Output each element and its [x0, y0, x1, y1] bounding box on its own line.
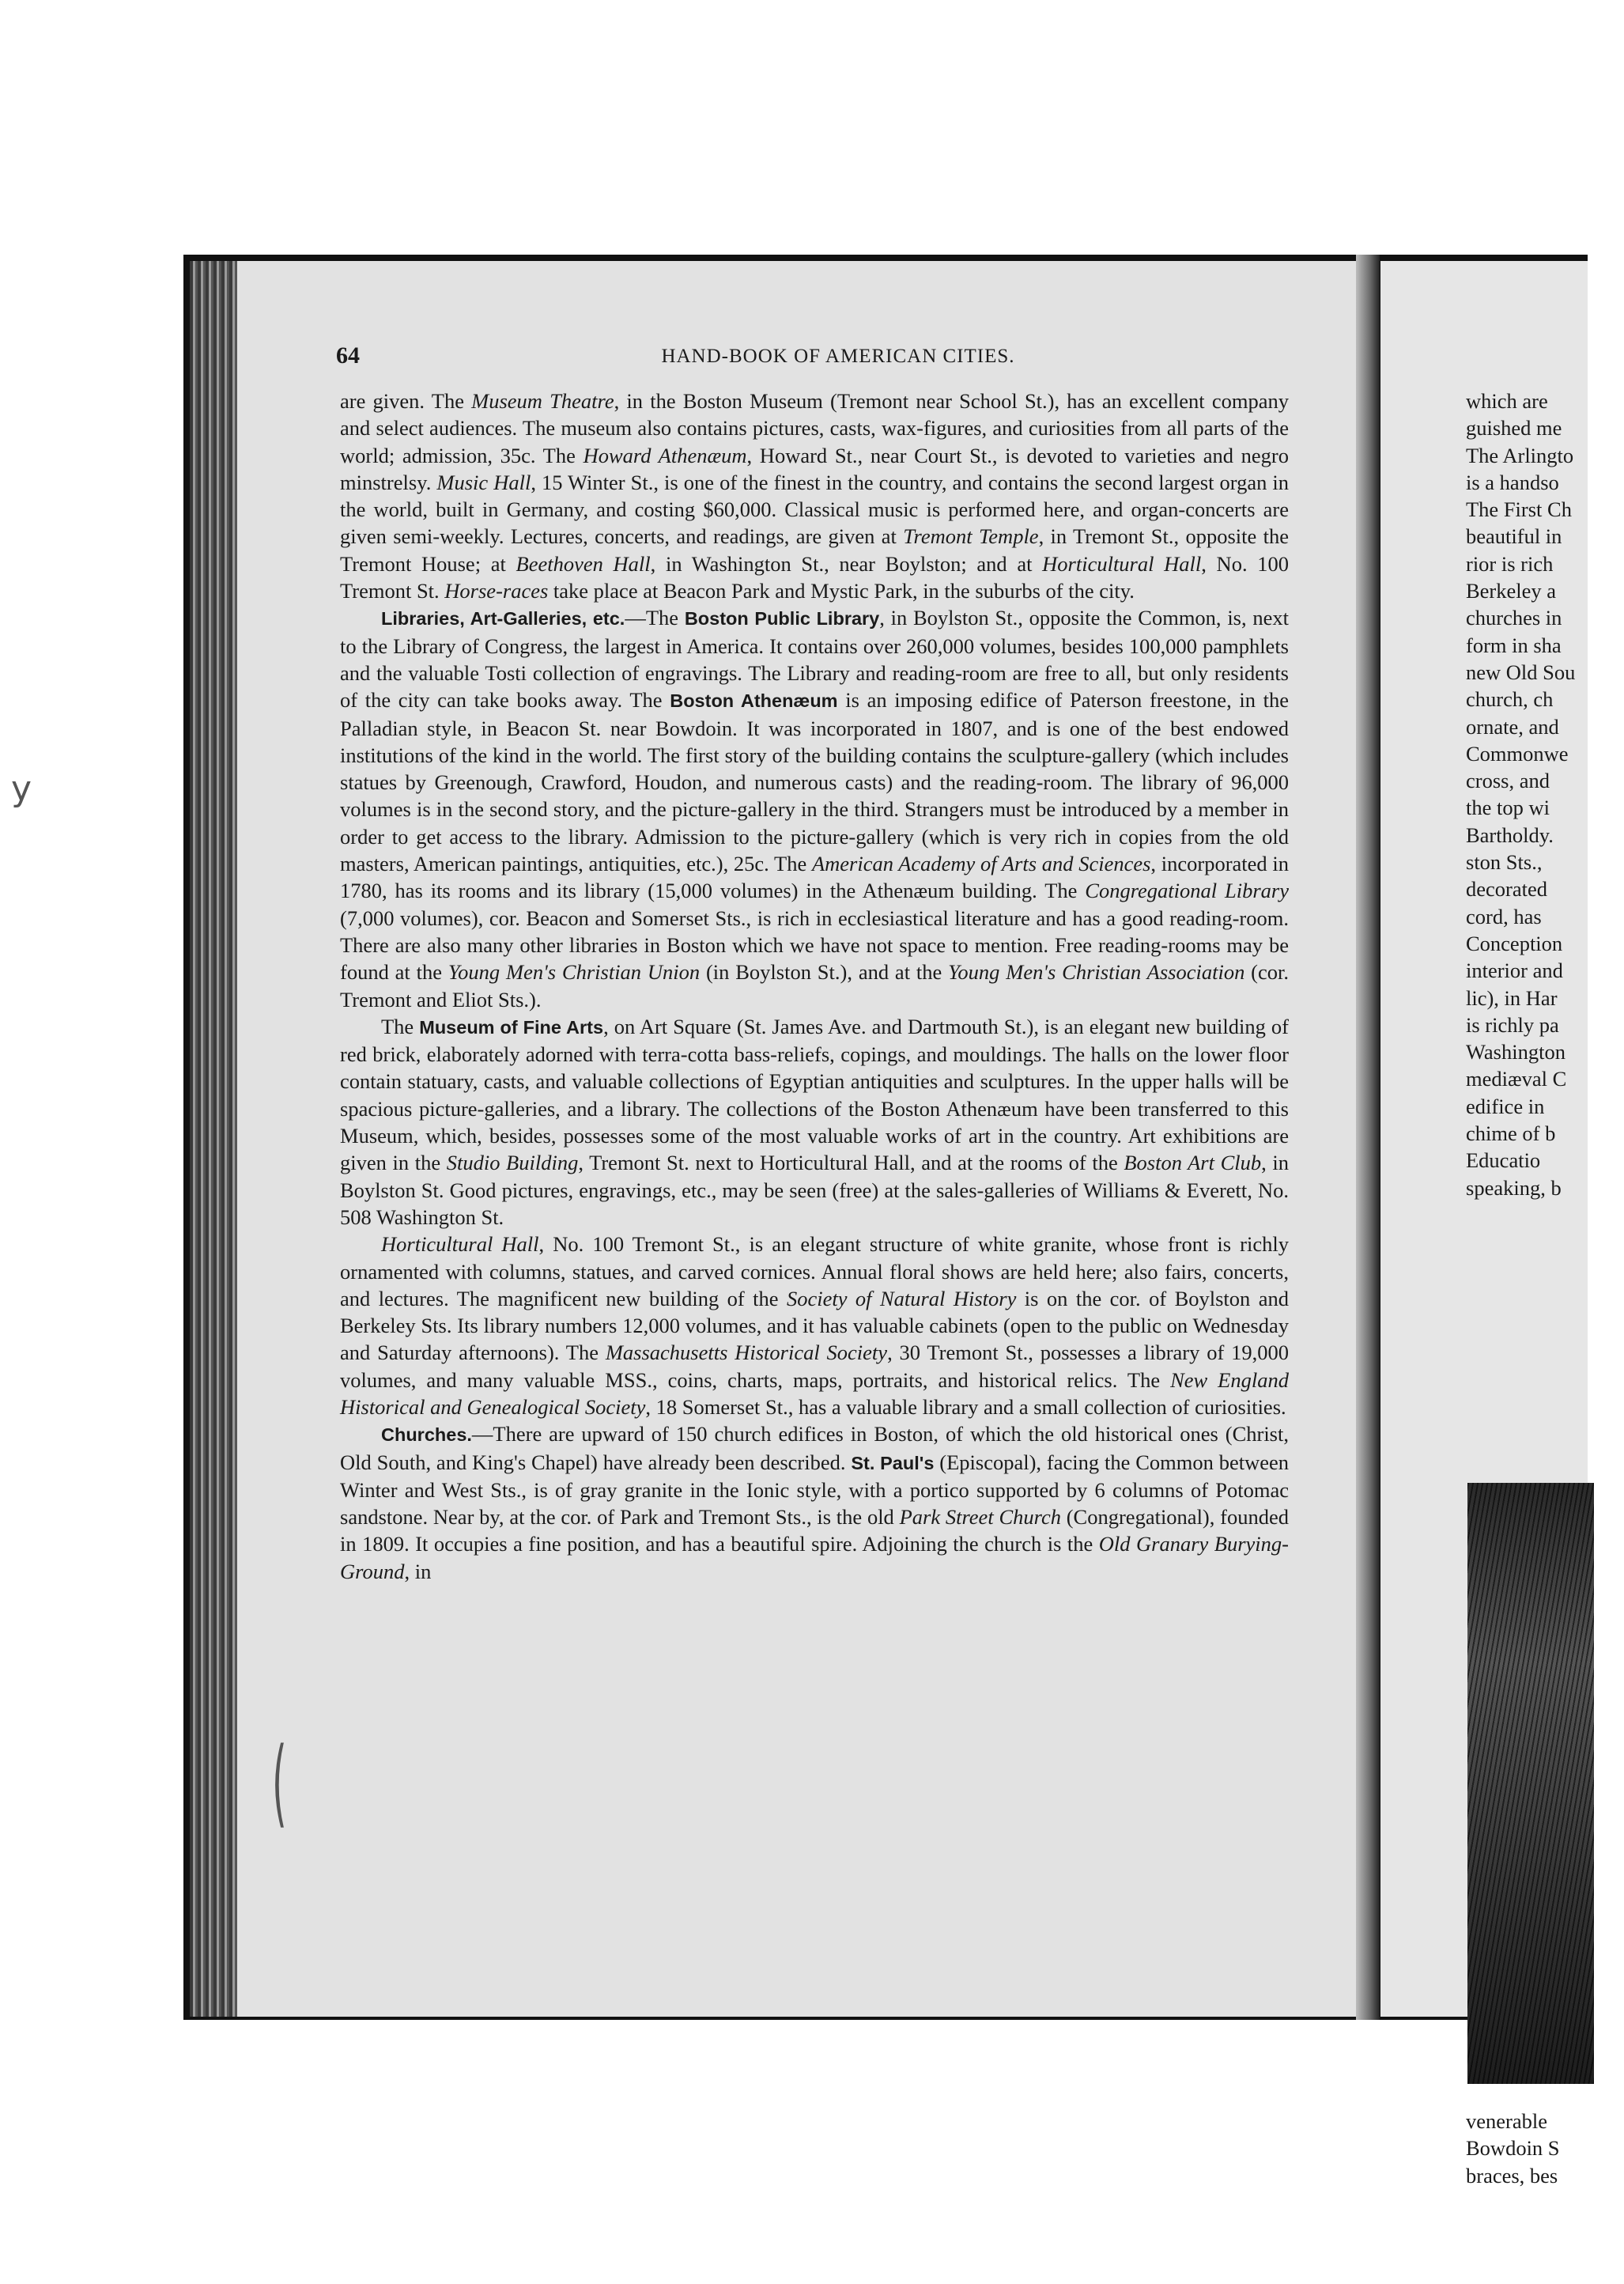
text-run: (Episcopal), facing the Common between Winter and West Sts., is of gray granite in the Ionic style, with a portico supported by 6 columns of Potomac sandstone. Near by, at the cor. of Park and Tremont Sts., is the old [340, 1450, 1289, 1530]
italic-name-text: Beethoven Hall [516, 551, 651, 576]
page-stack-edge [190, 261, 237, 2017]
text-run: , in Boylston St., opposite the Common, is, next to the Library of Congress, the largest in America. It contains over 260,000 volumes, besides 100,000 pamphlets and the valuable Tosti collection of engravings. The Library and reading-room are free to all, but only residents of the city can take books away. The [340, 606, 1290, 713]
text-run: , 18 Somerset St., has a valuable library and a small collection of curiosities. [645, 1394, 1286, 1419]
page-number: 64 [336, 342, 360, 369]
text-line: mediæval C [1466, 1067, 1567, 1091]
bold-heading-text: Museum of Fine Arts [419, 1016, 604, 1038]
bold-heading-text: Boston Athenæum [670, 690, 838, 712]
margin-bracket-mark: ( [272, 1728, 287, 1838]
building-engraving-illustration [1467, 1483, 1594, 2084]
text-run: , No. 100 Tremont St. [340, 551, 1289, 603]
text-line: the top wi [1466, 796, 1550, 820]
text-run: (Congregational), founded in 1809. It occupies a fine position, and has a beautiful spire. Adjoining the church is the [340, 1505, 1289, 1556]
running-head-title: HAND-BOOK OF AMERICAN CITIES. [661, 346, 1015, 367]
text-line: The Arlingto [1466, 443, 1574, 467]
text-run: are given. The [340, 389, 472, 413]
right-page [1380, 261, 1588, 2188]
italic-name-text: Old Granary Burying-Ground [340, 1532, 1289, 1583]
text-line: Washington [1466, 1040, 1565, 1064]
italic-name-text: Park Street Church [899, 1505, 1061, 1530]
italic-name-text: Boston Art Club [1124, 1151, 1262, 1175]
text-run: (in Boylston St.), and at the [700, 960, 949, 985]
paragraph [340, 1013, 1289, 1231]
text-line: guished me [1466, 416, 1562, 441]
paragraph [340, 388, 1289, 604]
bold-heading-text: Churches. [381, 1424, 472, 1446]
text-line: beautiful in [1466, 524, 1562, 549]
italic-name-text: Massachusetts Historical Society [605, 1341, 888, 1365]
text-line: cross, and [1466, 769, 1550, 793]
italic-name-text: American Academy of Arts and Sciences [811, 852, 1151, 876]
italic-name-text: Horse-races [444, 579, 549, 603]
text-line: decorated [1466, 877, 1547, 902]
text-run: , Tremont St. next to Horticultural Hall, and at the rooms of the [578, 1151, 1124, 1175]
text-run: , in the Boston Museum (Tremont near School St.), has an excellent company and select audiences. The museum also contains pictures, casts, wax-figures, and curiosities from all parts of the world; admission, 35c. The [340, 389, 1289, 467]
text-run: , in Tremont St., opposite the Tremont House; at [340, 524, 1289, 576]
italic-name-text: Howard Athenæum [583, 443, 747, 467]
text-line: Berkeley a [1466, 579, 1557, 603]
italic-name-text: Congregational Library [1085, 879, 1289, 903]
book-gutter [1356, 255, 1380, 2020]
text-run: , in [404, 1559, 432, 1583]
italic-name-text: Young Men's Christian Association [948, 960, 1245, 985]
text-run: (7,000 volumes), cor. Beacon and Somerset Sts., is rich in ecclesiastical literature and has a good reading-room. There are also many other libraries in Boston which we have not space to mention. Free reading-rooms may be found at the [340, 906, 1289, 985]
italic-name-text: Horticultural Hall [1042, 551, 1202, 576]
text-line: ston Sts., [1466, 850, 1543, 875]
italic-name-text: Museum Theatre [471, 389, 614, 413]
body-text [340, 388, 1289, 1585]
text-line: form in sha [1466, 633, 1562, 657]
text-line: ornate, and [1466, 714, 1559, 739]
text-line: braces, bes [1466, 2163, 1558, 2188]
left-page [237, 261, 1376, 2017]
text-line: Educatio [1466, 1148, 1541, 1173]
bold-heading-text: St. Paul's [851, 1452, 935, 1473]
text-run: (cor. Tremont and Eliot Sts.). [340, 960, 1289, 1012]
text-line: is a handso [1466, 470, 1559, 494]
text-line: which are [1466, 389, 1548, 413]
text-line: is richly pa [1466, 1012, 1559, 1037]
paragraph [340, 1231, 1289, 1420]
text-line: chime of b [1466, 1121, 1556, 1146]
text-line: rior is rich [1466, 551, 1554, 576]
text-run: , in Boylston St. Good pictures, engravings, etc., may be seen (free) at the sales-galleries of Williams & Everett, No. 508 Washington St. [340, 1151, 1289, 1229]
text-run: is on the cor. of Boylston and Berkeley Sts. Its library numbers 12,000 volumes, and it has valuable cabinets (open to the public on Wednesday and Saturday afternoons). The [340, 1286, 1289, 1365]
italic-name-text: Studio Building [446, 1151, 579, 1175]
text-run: is an imposing edifice of Paterson freestone, in the Palladian style, in Beacon St. near Bowdoin. It was incorporated in 1807, and is one of the best endowed institutions of the kind in the world. The first story of the building contains the sculpture-gallery (which includes statues by Greenough, Crawford, Houdon, and numerous casts) and the reading-room. The library of 96,000 volumes is in the second story, and the picture-gallery in the third. Strangers must be introduced by a member in order to get access to the library. Admission to the picture-gallery (which is very rich in copies from the old masters, American paintings, antiquities, etc.), 25c. The [340, 688, 1289, 876]
paragraph [340, 1420, 1289, 1585]
text-run: , 30 Tremont St., possesses a library of 19,000 volumes, and many valuable MSS., coins, charts, maps, portraits, and historical relics. The [340, 1341, 1289, 1392]
bold-heading-text: Boston Public Library [684, 608, 880, 630]
text-run: , on Art Square (St. James Ave. and Dartmouth St.), is an elegant new building of red brick, elaborately adorned with terra-cotta bass-reliefs, copings, and mouldings. The halls on the lower floor contain statuary, casts, and valuable collections of Egyptian antiquities and sculptures. In the upper halls will be spacious picture-galleries, and a library. The collections of the Boston Athenæum have been transferred to this Museum, which, besides, possesses some of the most valuable works of art in the country. Art exhibitions are given in the [340, 1014, 1289, 1175]
text-line: Bowdoin S [1466, 2136, 1560, 2161]
italic-name-text: New England Historical and Genealogical Society [340, 1367, 1289, 1419]
text-line: new Old Sou [1466, 660, 1576, 684]
running-head [336, 342, 1340, 374]
paragraph [340, 604, 1289, 1012]
text-line: Commonwe [1466, 741, 1569, 766]
italic-name-text: Society of Natural History [786, 1286, 1017, 1310]
text-line: lic), in Har [1466, 985, 1558, 1010]
text-line: edifice in [1466, 1094, 1545, 1118]
right-page-bottom-text [1466, 2108, 1624, 2189]
text-line: Bartholdy. [1466, 822, 1554, 847]
text-line: Conception [1466, 931, 1563, 955]
text-line: interior and [1466, 959, 1563, 983]
margin-mark-y: y [11, 769, 32, 809]
italic-name-text: Horticultural Hall [381, 1232, 539, 1257]
text-run: , Howard St., near Court St., is devoted to varieties and negro minstrelsy. [340, 443, 1289, 494]
italic-name-text: Tremont Temple [903, 524, 1039, 549]
text-run: , 15 Winter St., is one of the finest in the country, and contains the second largest organ in the world, built in Germany, and costing $60,000. Classical music is performed here, and organ-concerts are given semi-weekly. Lectures, concerts, and readings, are given at [340, 470, 1290, 549]
text-run: —There are upward of 150 church edifices in Boston, of which the old historical ones (Christ, Old South, and King's Chapel) have already been described. [340, 1422, 1289, 1474]
text-line: The First Ch [1466, 497, 1572, 522]
text-line: venerable [1466, 2109, 1547, 2133]
text-run: The [381, 1014, 420, 1038]
italic-name-text: Young Men's Christian Union [448, 960, 701, 985]
text-run: take place at Beacon Park and Mystic Park, in the suburbs of the city. [548, 579, 1135, 603]
text-line: speaking, b [1466, 1175, 1562, 1200]
right-page-text [1466, 388, 1624, 1201]
text-line: cord, has [1466, 904, 1542, 928]
text-run: , incorporated in 1780, has its rooms and its library (15,000 volumes) in the Athenæum building. The [340, 852, 1289, 903]
text-run: —The [625, 606, 685, 630]
text-line: church, ch [1466, 687, 1554, 712]
italic-name-text: Music Hall [436, 470, 531, 494]
text-line: churches in [1466, 606, 1562, 630]
bold-heading-text: Libraries, Art-Galleries, etc. [381, 608, 625, 630]
text-run: , No. 100 Tremont St., is an elegant structure of white granite, whose front is richly ornamented with columns, statues, and carved cornices. Annual floral shows are held here; also fairs, concerts, and lectures. The magnificent new building of the [340, 1232, 1289, 1310]
text-run: , in Washington St., near Boylston; and at [650, 551, 1043, 576]
